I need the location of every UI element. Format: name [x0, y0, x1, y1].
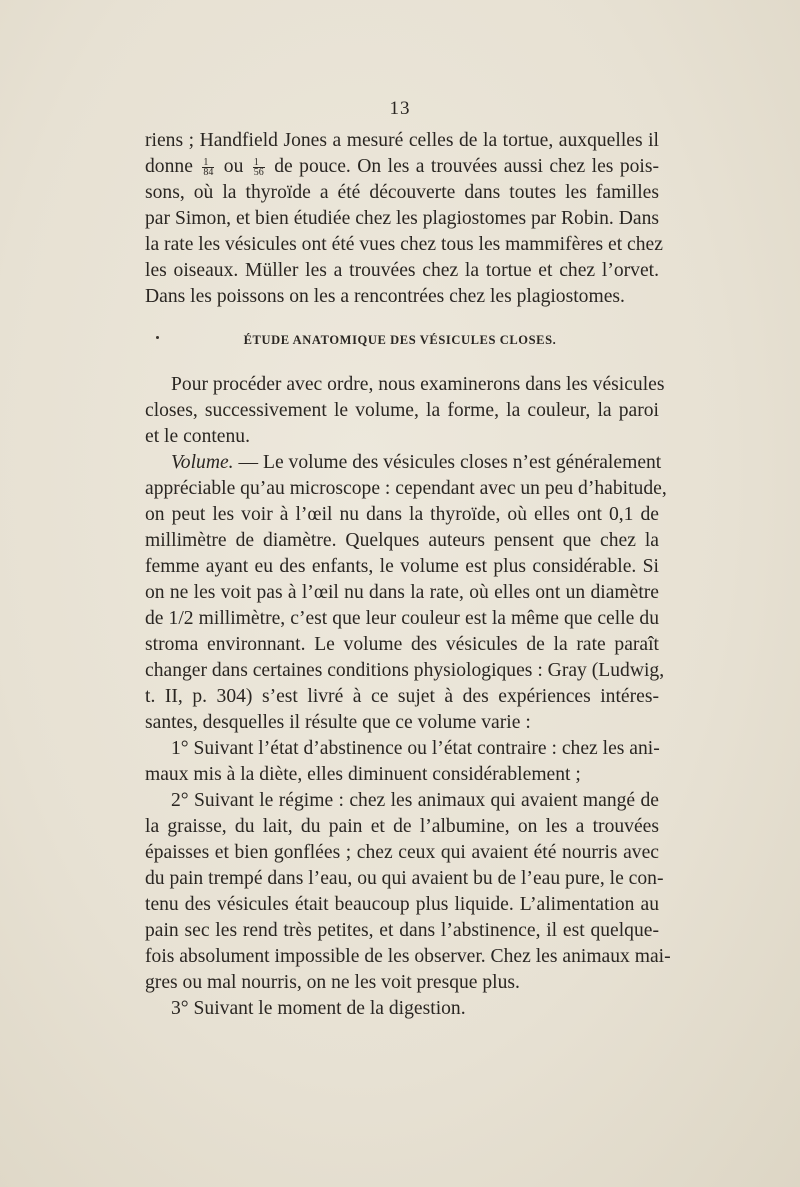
- text-line: femme ayant eu des enfants, le volume est plus considérable. Si: [145, 556, 659, 577]
- text-fragment: de pouce. On les a trouvées aussi chez les pois-: [274, 156, 660, 177]
- fraction-one-fifty-sixth: $\frac{1}{56}$: [253, 157, 264, 178]
- text-line: du pain trempé dans l’eau, ou qui avaient bu de l’eau pure, le con-: [145, 868, 664, 889]
- text-line: on ne les voit pas à l’œil nu dans la rate, où elles ont un diamètre: [145, 582, 659, 603]
- text-line: par Simon, et bien étudiée chez les plagiostomes par Robin. Dans: [145, 208, 659, 229]
- list-item-1: 1° Suivant l’état d’abstinence ou l’état contraire : chez les ani-: [171, 738, 660, 759]
- text-line: maux mis à la diète, elles diminuent considérablement ;: [145, 764, 581, 785]
- text-line: santes, desquelles il résulte que ce volume varie :: [145, 712, 531, 733]
- text-line: changer dans certaines conditions physiologiques : Gray (Ludwig,: [145, 660, 665, 681]
- paragraph-intro: [145, 128, 663, 310]
- text-line: stroma environnant. Le volume des vésicules de la rate paraît: [145, 634, 659, 655]
- text-line: tenu des vésicules était beaucoup plus liquide. L’alimentation au: [145, 894, 659, 915]
- text-line: t. II, p. 304) s’est livré à ce sujet à des expériences intéres-: [145, 686, 659, 707]
- list-item-3: 3° Suivant le moment de la digestion.: [171, 998, 466, 1019]
- text-line: la graisse, du lait, du pain et de l’albumine, on les a trouvées: [145, 816, 659, 837]
- body-text: [145, 372, 671, 1022]
- section-heading: ÉTUDE ANATOMIQUE DES VÉSICULES CLOSES.: [243, 333, 557, 347]
- text-line: Pour procéder avec ordre, nous examinerons dans les vésicules: [171, 374, 665, 395]
- text-fragment: ou: [223, 156, 244, 177]
- text-line-volume: [145, 450, 662, 476]
- text-line: millimètre de diamètre. Quelques auteurs pensent que chez la: [145, 530, 659, 551]
- subheading-volume: Volume.: [171, 452, 234, 473]
- text-line: la rate les vésicules ont été vues chez tous les mammifères et chez: [145, 234, 663, 255]
- text-line: de 1/2 millimètre, c’est que leur couleur est la même que celle du: [145, 608, 659, 629]
- text-line: fois absolument impossible de les observer. Chez les animaux mai-: [145, 946, 671, 967]
- text-line: les oiseaux. Müller les a trouvées chez la tortue et chez l’orvet.: [145, 260, 659, 281]
- text-fragment: — Le volume des vésicules closes n’est généralement: [233, 452, 662, 473]
- text-line: gres ou mal nourris, on ne les voit presque plus.: [145, 972, 520, 993]
- page-number: 13: [389, 98, 411, 119]
- text-line: appréciable qu’au microscope : cependant avec un peu d’habitude,: [145, 478, 667, 499]
- text-line: Dans les poissons on les a rencontrées chez les plagiostomes.: [145, 286, 625, 307]
- fraction-one-eighty-fourth: $\frac{1}{84}$: [203, 157, 214, 178]
- text-line-with-fractions: [145, 154, 659, 180]
- text-line: pain sec les rend très petites, et dans l’abstinence, il est quelque-: [145, 920, 659, 941]
- text-line: sons, où la thyroïde a été découverte dans toutes les familles: [145, 182, 659, 203]
- text-fragment: donne: [145, 156, 193, 177]
- text-line: closes, successivement le volume, la forme, la couleur, la paroi: [145, 400, 659, 421]
- list-item-2: 2° Suivant le régime : chez les animaux qui avaient mangé de: [171, 790, 659, 811]
- text-line: et le contenu.: [145, 426, 251, 447]
- text-line: on peut les voir à l’œil nu dans la thyroïde, où elles ont 0,1 de: [145, 504, 659, 525]
- text-line: épaisses et bien gonflées ; chez ceux qui avaient été nourris avec: [145, 842, 659, 863]
- text-line: riens ; Handfield Jones a mesuré celles de la tortue, auxquelles il: [145, 130, 659, 151]
